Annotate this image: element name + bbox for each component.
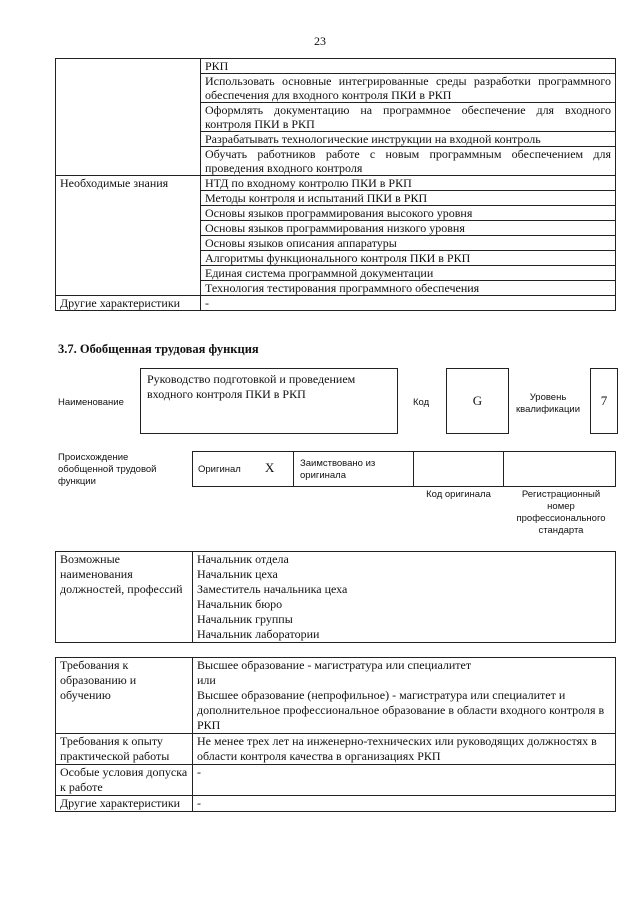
section-title: 3.7. Обобщенная трудовая функция <box>58 342 259 356</box>
list-item: Использовать основные интегрированные среды разработки программного обеспечения для входного контроля ПКИ в РКП <box>201 74 615 103</box>
list-item: Методы контроля и испытаний ПКИ в РКП <box>201 191 615 206</box>
row-content <box>193 552 616 643</box>
list-item: Технология тестирования программного обеспечения <box>205 281 480 295</box>
table-row <box>56 796 616 812</box>
list-item: Начальник лаборатории <box>197 627 320 641</box>
row-content: - <box>193 796 616 812</box>
code-label: Код <box>413 397 430 408</box>
row-content <box>201 176 616 296</box>
list-item: РКП <box>201 59 615 74</box>
row-label: Возможные наименования должностей, профессий <box>56 552 193 643</box>
table-row <box>56 658 616 734</box>
list-item: Основы языков программирования низкого уровня <box>201 221 615 236</box>
function-name-box: Руководство подготовкой и проведением входного контроля ПКИ в РКП <box>140 368 398 434</box>
list-item: Начальник отдела <box>197 552 289 566</box>
origin-label: Происхождение обобщенной трудовой функции <box>58 452 157 487</box>
list-item: НТД по входному контролю ПКИ в РКП <box>201 176 615 191</box>
page-number: 23 <box>314 34 326 48</box>
original-label: Оригинал <box>198 464 241 475</box>
list-item: Начальник группы <box>197 612 293 626</box>
table-row <box>56 176 616 296</box>
row-label: Особые условия допуска к работе <box>56 765 193 796</box>
skills-knowledge-table <box>55 58 616 311</box>
list-item: Высшее образование - магистратура или специалитет <box>197 658 472 672</box>
original-mark: X <box>265 460 275 475</box>
list-item: Оформлять документацию на программное обеспечение для входного контроля ПКИ в РКП <box>201 103 615 132</box>
row-content: - <box>193 765 616 796</box>
code-original-caption: Код оригинала <box>426 489 491 500</box>
list-item: Основы языков описания аппаратуры <box>201 236 615 251</box>
list-item: Высшее образование (непрофильное) - магистратура или специалитет и дополнительное профессиональное образование в области входного контроля в РКП <box>197 688 605 732</box>
positions-table <box>55 551 616 643</box>
borrowed-label: Заимствовано из оригинала <box>300 458 376 481</box>
list-item: Начальник бюро <box>197 597 283 611</box>
table-row <box>56 734 616 765</box>
code-value-box: G <box>446 368 509 434</box>
table-row <box>56 59 616 176</box>
divider <box>503 451 504 487</box>
row-content <box>193 658 616 734</box>
row-label: Другие характеристики <box>56 796 193 812</box>
row-label: Требования к образованию и обучению <box>56 658 193 734</box>
divider <box>413 451 414 487</box>
table-row <box>56 296 616 311</box>
list-item: Заместитель начальника цеха <box>197 582 348 596</box>
row-content <box>201 59 616 176</box>
list-item: Основы языков программирования высокого уровня <box>201 206 615 221</box>
list-item: Единая система программной документации <box>201 266 615 281</box>
divider <box>293 451 294 487</box>
level-label: Уровень квалификации <box>515 392 581 415</box>
list-item: Разрабатывать технологические инструкции на входной контроль <box>201 132 615 147</box>
table-row <box>56 765 616 796</box>
reg-number-caption: Регистрационный номер профессионального стандарта <box>516 489 606 536</box>
list-item: Обучать работников работе с новым программным обеспечением для проведения входного контроля <box>205 147 611 175</box>
row-label <box>56 59 201 176</box>
level-value-box: 7 <box>590 368 618 434</box>
row-content: Не менее трех лет на инженерно-технических или руководящих должностях в области контроля качества в организациях РКП <box>193 734 616 765</box>
table-row <box>56 552 616 643</box>
row-content: - <box>201 296 616 311</box>
row-label: Другие характеристики <box>56 296 201 311</box>
requirements-table <box>55 657 616 812</box>
list-item: Алгоритмы функционального контроля ПКИ в РКП <box>201 251 615 266</box>
row-label: Необходимые знания <box>56 176 201 296</box>
name-label: Наименование <box>58 397 124 408</box>
list-item: Начальник цеха <box>197 567 278 581</box>
row-label: Требования к опыту практической работы <box>56 734 193 765</box>
list-item: или <box>197 673 216 687</box>
